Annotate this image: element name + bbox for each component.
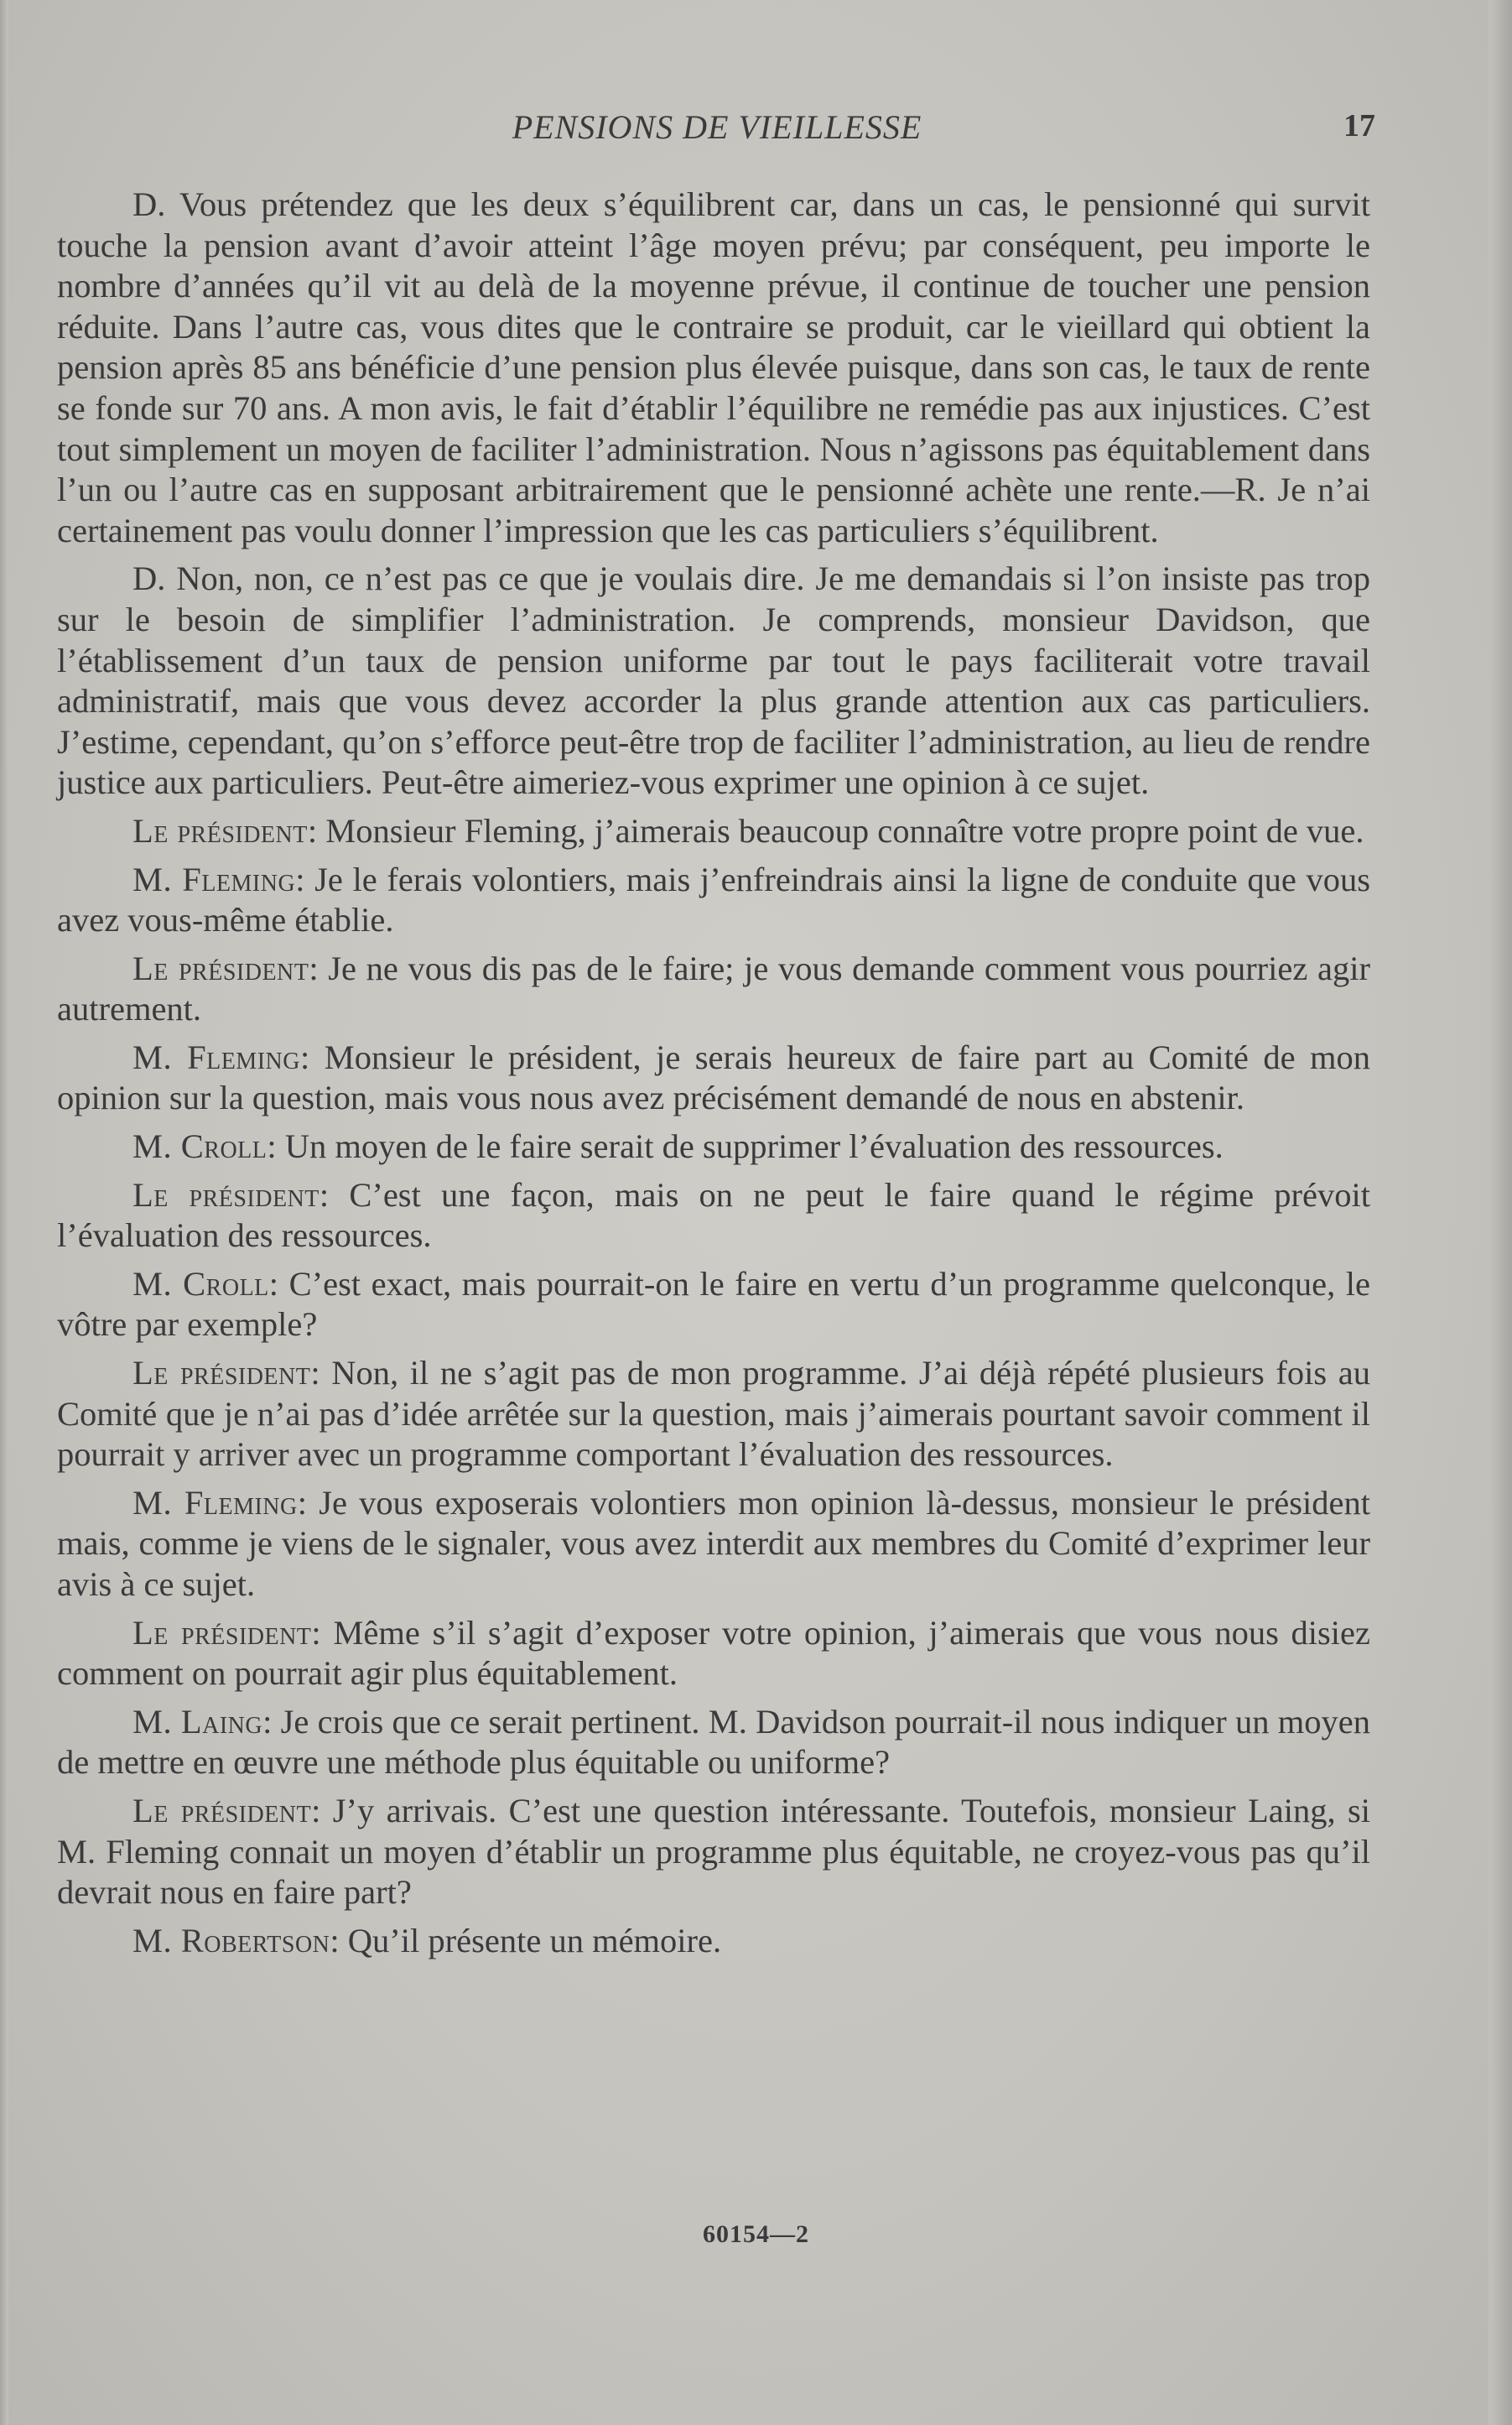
- paragraph-text: Je crois que ce serait pertinent. M. Davidson pourrait-il nous indiquer un moyen de mettre en œuvre une méthode plus équitable ou uniforme?: [57, 1702, 1370, 1782]
- speaker-name: M. Fleming: [132, 1483, 298, 1522]
- paragraph-text: Je le ferais volontiers, mais j’enfreindrais ainsi la ligne de conduite que vous avez vous-même établie.: [57, 860, 1370, 939]
- paragraph: M. Fleming: Je le ferais volontiers, mais j’enfreindrais ainsi la ligne de conduite que vous avez vous-même établie.: [57, 860, 1370, 939]
- paragraph: Le président: Monsieur Fleming, j’aimerais beaucoup connaître votre propre point de vue.: [132, 811, 1364, 850]
- paragraph: Le président: Je ne vous dis pas de le faire; je vous demande comment vous pourriez agir autrement.: [57, 949, 1370, 1028]
- paragraph-text: Qu’il présente un mémoire.: [347, 1921, 722, 1959]
- speaker-name: M. Robertson: [132, 1921, 330, 1959]
- page-header: [59, 107, 1375, 149]
- speaker-name: M. Croll: [132, 1127, 268, 1166]
- paragraph-text: Monsieur le président, je serais heureux de faire part au Comité de mon opinion sur la question, mais vous nous avez précisément demandé de nous en abstenir.: [57, 1038, 1370, 1117]
- page-right-edge: [1489, 0, 1512, 2425]
- paragraph-text: J’y arrivais. C’est une question intéressante. Toutefois, monsieur Laing, si M. Fleming connait un moyen d’établir un programme plus équitable, ne croyez-vous pas qu’il devrait nous en faire part?: [57, 1791, 1370, 1912]
- paragraph: Le président: C’est une façon, mais on ne peut le faire quand le régime prévoit l’évaluation des ressources.: [57, 1175, 1370, 1255]
- paragraph-text: Monsieur Fleming, j’aimerais beaucoup connaître votre propre point de vue.: [325, 811, 1364, 850]
- page-number: 17: [1343, 108, 1375, 143]
- paragraph: Le président: Non, il ne s’agit pas de mon programme. J’ai déjà répété plusieurs fois au Comité que je n’ai pas d’idée arrêtée sur la question, mais j’aimerais pourtant savoir comment il pourrait y arriver avec un programme comportant l’évaluation des ressources.: [57, 1354, 1370, 1474]
- text-body: [57, 185, 1370, 1969]
- speaker-name: M. Fleming: [132, 860, 296, 898]
- speaker-name: Le président: [132, 949, 309, 987]
- speaker-name: Le président: [132, 1791, 312, 1829]
- speaker-name: M. Croll: [132, 1264, 269, 1303]
- paragraph-text: Je vous exposerais volontiers mon opinion là-dessus, monsieur le président mais, comme je viens de le signaler, vous avez interdit aux membres du Comité d’exprimer leur avis à ce sujet.: [57, 1483, 1371, 1603]
- paragraph-text: D. Vous prétendez que les deux s’équilibrent car, dans un cas, le pensionné qui survit touche la pension avant d’avoir atteint l’âge moyen prévu; par conséquent, peu importe le nombre d’années qu’il vit au delà de la moyenne prévue, il continue de toucher une pension réduite. Dans l’autre cas, vous dites que le contraire se produit, car le vieillard qui obtient la pension après 85 ans bénéficie d’une pension plus élevée puisque, dans son cas, le taux de rente se fonde sur 70 ans. A mon avis, le fait d’établir l’équilibre ne remédie pas aux injustices. C’est tout simplement un moyen de faciliter l’administration. Nous n’agissons pas équitablement dans l’un ou l’autre cas en supposant arbitrairement que le pensionné achète une rente.—R. Je n’ai certainement pas voulu donner l’impression que les cas particuliers s’équilibrent.: [57, 185, 1370, 549]
- speaker-name: Le président: [132, 811, 308, 850]
- running-title: PENSIONS DE VIEILLESSE: [512, 108, 922, 146]
- speaker-name: Le président: [132, 1354, 311, 1392]
- paragraph-text: Même s’il s’agit d’exposer votre opinion, j’aimerais que vous nous disiez comment on pourrait agir plus équitablement.: [57, 1613, 1370, 1693]
- paragraph: [57, 185, 1370, 551]
- paragraph: Le président: J’y arrivais. C’est une question intéressante. Toutefois, monsieur Laing, si M. Fleming connait un moyen d’établir un programme plus équitable, ne croyez-vous pas qu’il devrait nous en faire part?: [57, 1791, 1370, 1912]
- paragraph: M. Robertson: Qu’il présente un mémoire.: [132, 1921, 722, 1959]
- paragraph: M. Fleming: Monsieur le président, je serais heureux de faire part au Comité de mon opinion sur la question, mais vous nous avez précisément demandé de nous en abstenir.: [57, 1038, 1370, 1117]
- speaker-name: Le président: [132, 1613, 312, 1652]
- paragraph-text: C’est exact, mais pourrait-on le faire en vertu d’un programme quelconque, le vôtre par exemple?: [57, 1264, 1370, 1344]
- paragraph-text: Non, il ne s’agit pas de mon programme. J’ai déjà répété plusieurs fois au Comité que je n’ai pas d’idée arrêtée sur la question, mais j’aimerais pourtant savoir comment il pourrait y arriver avec un programme comportant l’évaluation des ressources.: [57, 1354, 1370, 1474]
- paragraph-text: C’est une façon, mais on ne peut le faire quand le régime prévoit l’évaluation des ressources.: [57, 1175, 1370, 1255]
- paragraph-text: Je ne vous dis pas de le faire; je vous demande comment vous pourriez agir autrement.: [57, 949, 1370, 1028]
- page-left-edge: [0, 0, 8, 2425]
- paragraph-text: D. Non, non, ce n’est pas ce que je voulais dire. Je me demandais si l’on insiste pas trop sur le besoin de simplifier l’administration. Je comprends, monsieur Davidson, que l’établissement d’un taux de pension uniforme par tout le pays faciliterait votre travail administratif, mais que vous devez accorder la plus grande attention aux cas particuliers. J’estime, cependant, qu’on s’efforce peut-être trop de faciliter l’administration, au lieu de rendre justice aux particuliers. Peut-être aimeriez-vous exprimer une opinion à ce sujet.: [57, 559, 1370, 802]
- speaker-name: Le président: [132, 1175, 320, 1214]
- speaker-name: M. Fleming: [132, 1038, 300, 1076]
- paragraph: [57, 559, 1370, 804]
- paragraph-text: Un moyen de le faire serait de supprimer l’évaluation des ressources.: [284, 1127, 1224, 1166]
- paragraph: Le président: Même s’il s’agit d’exposer votre opinion, j’aimerais que vous nous disiez comment on pourrait agir plus équitablement.: [57, 1613, 1370, 1693]
- paragraph: M. Croll: Un moyen de le faire serait de supprimer l’évaluation des ressources.: [132, 1127, 1224, 1166]
- speaker-name: M. Laing: [132, 1702, 263, 1741]
- paragraph: M. Croll: C’est exact, mais pourrait-on le faire en vertu d’un programme quelconque, le vôtre par exemple?: [57, 1264, 1370, 1344]
- printer-code: 60154—2: [703, 2220, 809, 2248]
- paragraph: M. Laing: Je crois que ce serait pertinent. M. Davidson pourrait-il nous indiquer un moyen de mettre en œuvre une méthode plus équitable ou uniforme?: [57, 1702, 1370, 1782]
- paragraph: M. Fleming: Je vous exposerais volontiers mon opinion là-dessus, monsieur le président mais, comme je viens de le signaler, vous avez interdit aux membres du Comité d’exprimer leur avis à ce sujet.: [57, 1483, 1371, 1603]
